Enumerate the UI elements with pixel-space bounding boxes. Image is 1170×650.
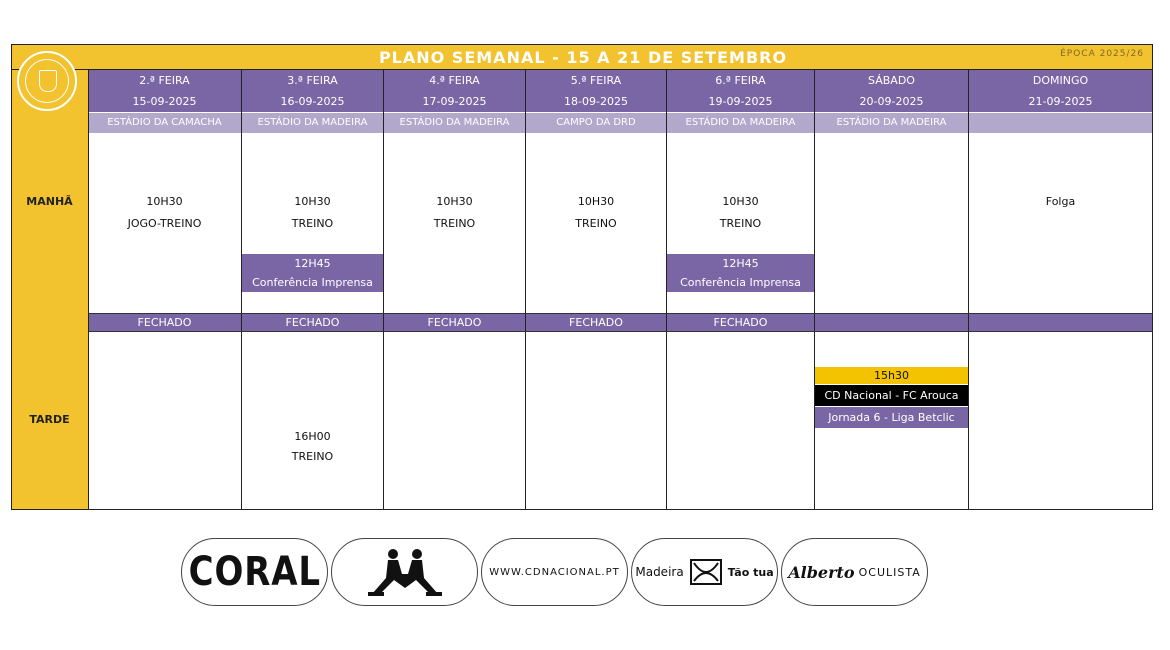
grid-line <box>88 313 1153 314</box>
day-name: SÁBADO <box>815 70 968 91</box>
madeira-tagline: Tão tua <box>727 565 774 579</box>
grid-line <box>666 70 667 510</box>
website-url: WWW.CDNACIONAL.PT <box>489 566 620 578</box>
closed-empty-bar <box>815 314 968 331</box>
coral-wordmark: CORAL <box>188 549 321 595</box>
closed-label: FECHADO <box>667 314 814 331</box>
day-date: 15-09-2025 <box>88 91 241 112</box>
grid-line <box>241 70 242 510</box>
morning-time: 10H30 <box>436 195 473 208</box>
press-time: 12H45 <box>722 257 759 270</box>
day-name: 3.ª FEIRA <box>242 70 383 91</box>
madeira-wordmark: Madeira <box>635 565 684 579</box>
sponsor-kappa[interactable] <box>331 538 478 606</box>
grid-line <box>88 331 1153 332</box>
game-round: Jornada 6 - Liga Betclic <box>815 407 968 428</box>
day-column-tuesday <box>242 70 383 510</box>
day-date: 19-09-2025 <box>667 91 814 112</box>
day-name: 4.ª FEIRA <box>384 70 525 91</box>
kappa-logo-icon <box>350 544 460 600</box>
madeira-logo-icon <box>688 557 724 587</box>
day-column-friday <box>667 70 814 510</box>
day-column-thursday <box>526 70 666 510</box>
row-label-morning: MANHÃ <box>26 195 73 208</box>
day-name: 2.ª FEIRA <box>88 70 241 91</box>
day-venue: CAMPO DA DRD <box>526 113 666 133</box>
closed-label: FECHADO <box>384 314 525 331</box>
press-conference-block <box>242 254 383 292</box>
game-match: CD Nacional - FC Arouca <box>815 385 968 406</box>
press-time: 12H45 <box>294 257 331 270</box>
day-column-saturday <box>815 70 968 510</box>
afternoon-activity: TREINO <box>291 450 334 463</box>
day-venue: ESTÁDIO DA CAMACHA <box>88 113 241 133</box>
press-label: Conferência Imprensa <box>252 276 373 289</box>
day-venue: ESTÁDIO DA MADEIRA <box>815 113 968 133</box>
game-time: 15h30 <box>815 367 968 384</box>
morning-activity: JOGO-TREINO <box>127 217 202 230</box>
day-column-monday <box>88 70 241 510</box>
morning-time: 10H30 <box>294 195 331 208</box>
sponsor-website[interactable] <box>481 538 628 606</box>
row-label-afternoon: TARDE <box>29 413 70 426</box>
alberto-wordmark: Alberto <box>788 562 855 582</box>
day-name: 5.ª FEIRA <box>526 70 666 91</box>
press-label: Conferência Imprensa <box>680 276 801 289</box>
day-venue <box>969 113 1152 133</box>
club-logo <box>17 51 77 111</box>
left-column <box>11 44 88 510</box>
day-name: DOMINGO <box>969 70 1152 91</box>
grid-line <box>968 70 969 510</box>
morning-activity: TREINO <box>291 217 334 230</box>
morning-activity: TREINO <box>719 217 762 230</box>
day-venue: ESTÁDIO DA MADEIRA <box>667 113 814 133</box>
sponsor-alberto-oculista[interactable] <box>781 538 928 606</box>
morning-time: 10H30 <box>722 195 759 208</box>
day-date: 21-09-2025 <box>969 91 1152 112</box>
press-conference-block <box>667 254 814 292</box>
closed-empty-bar <box>969 314 1152 331</box>
title-bar <box>11 44 1153 70</box>
morning-time: 10H30 <box>146 195 183 208</box>
day-name: 6.ª FEIRA <box>667 70 814 91</box>
afternoon-time: 16H00 <box>294 430 331 443</box>
closed-label: FECHADO <box>88 314 241 331</box>
grid-line <box>88 70 89 510</box>
day-date: 20-09-2025 <box>815 91 968 112</box>
morning-activity: TREINO <box>575 217 617 230</box>
closed-label: FECHADO <box>526 314 666 331</box>
season-label: ÉPOCA 2025/26 <box>1060 49 1144 59</box>
morning-time: 10H30 <box>577 195 615 208</box>
day-column-wednesday <box>384 70 525 510</box>
grid-line <box>814 70 815 510</box>
morning-activity: TREINO <box>433 217 476 230</box>
day-date: 17-09-2025 <box>384 91 525 112</box>
page-title: PLANO SEMANAL - 15 A 21 DE SETEMBRO <box>378 48 788 67</box>
club-crest-ring <box>25 59 69 103</box>
closed-label: FECHADO <box>242 314 383 331</box>
day-venue: ESTÁDIO DA MADEIRA <box>384 113 525 133</box>
grid-line <box>525 70 526 510</box>
day-date: 18-09-2025 <box>526 91 666 112</box>
day-date: 16-09-2025 <box>242 91 383 112</box>
club-shield-icon <box>39 70 57 92</box>
day-venue: ESTÁDIO DA MADEIRA <box>242 113 383 133</box>
day-column-sunday <box>969 70 1152 510</box>
grid-line <box>383 70 384 510</box>
sponsor-coral[interactable] <box>181 538 328 606</box>
oculista-wordmark: OCULISTA <box>858 565 921 579</box>
sponsor-madeira[interactable] <box>631 538 778 606</box>
morning-activity: Folga <box>1045 195 1076 208</box>
